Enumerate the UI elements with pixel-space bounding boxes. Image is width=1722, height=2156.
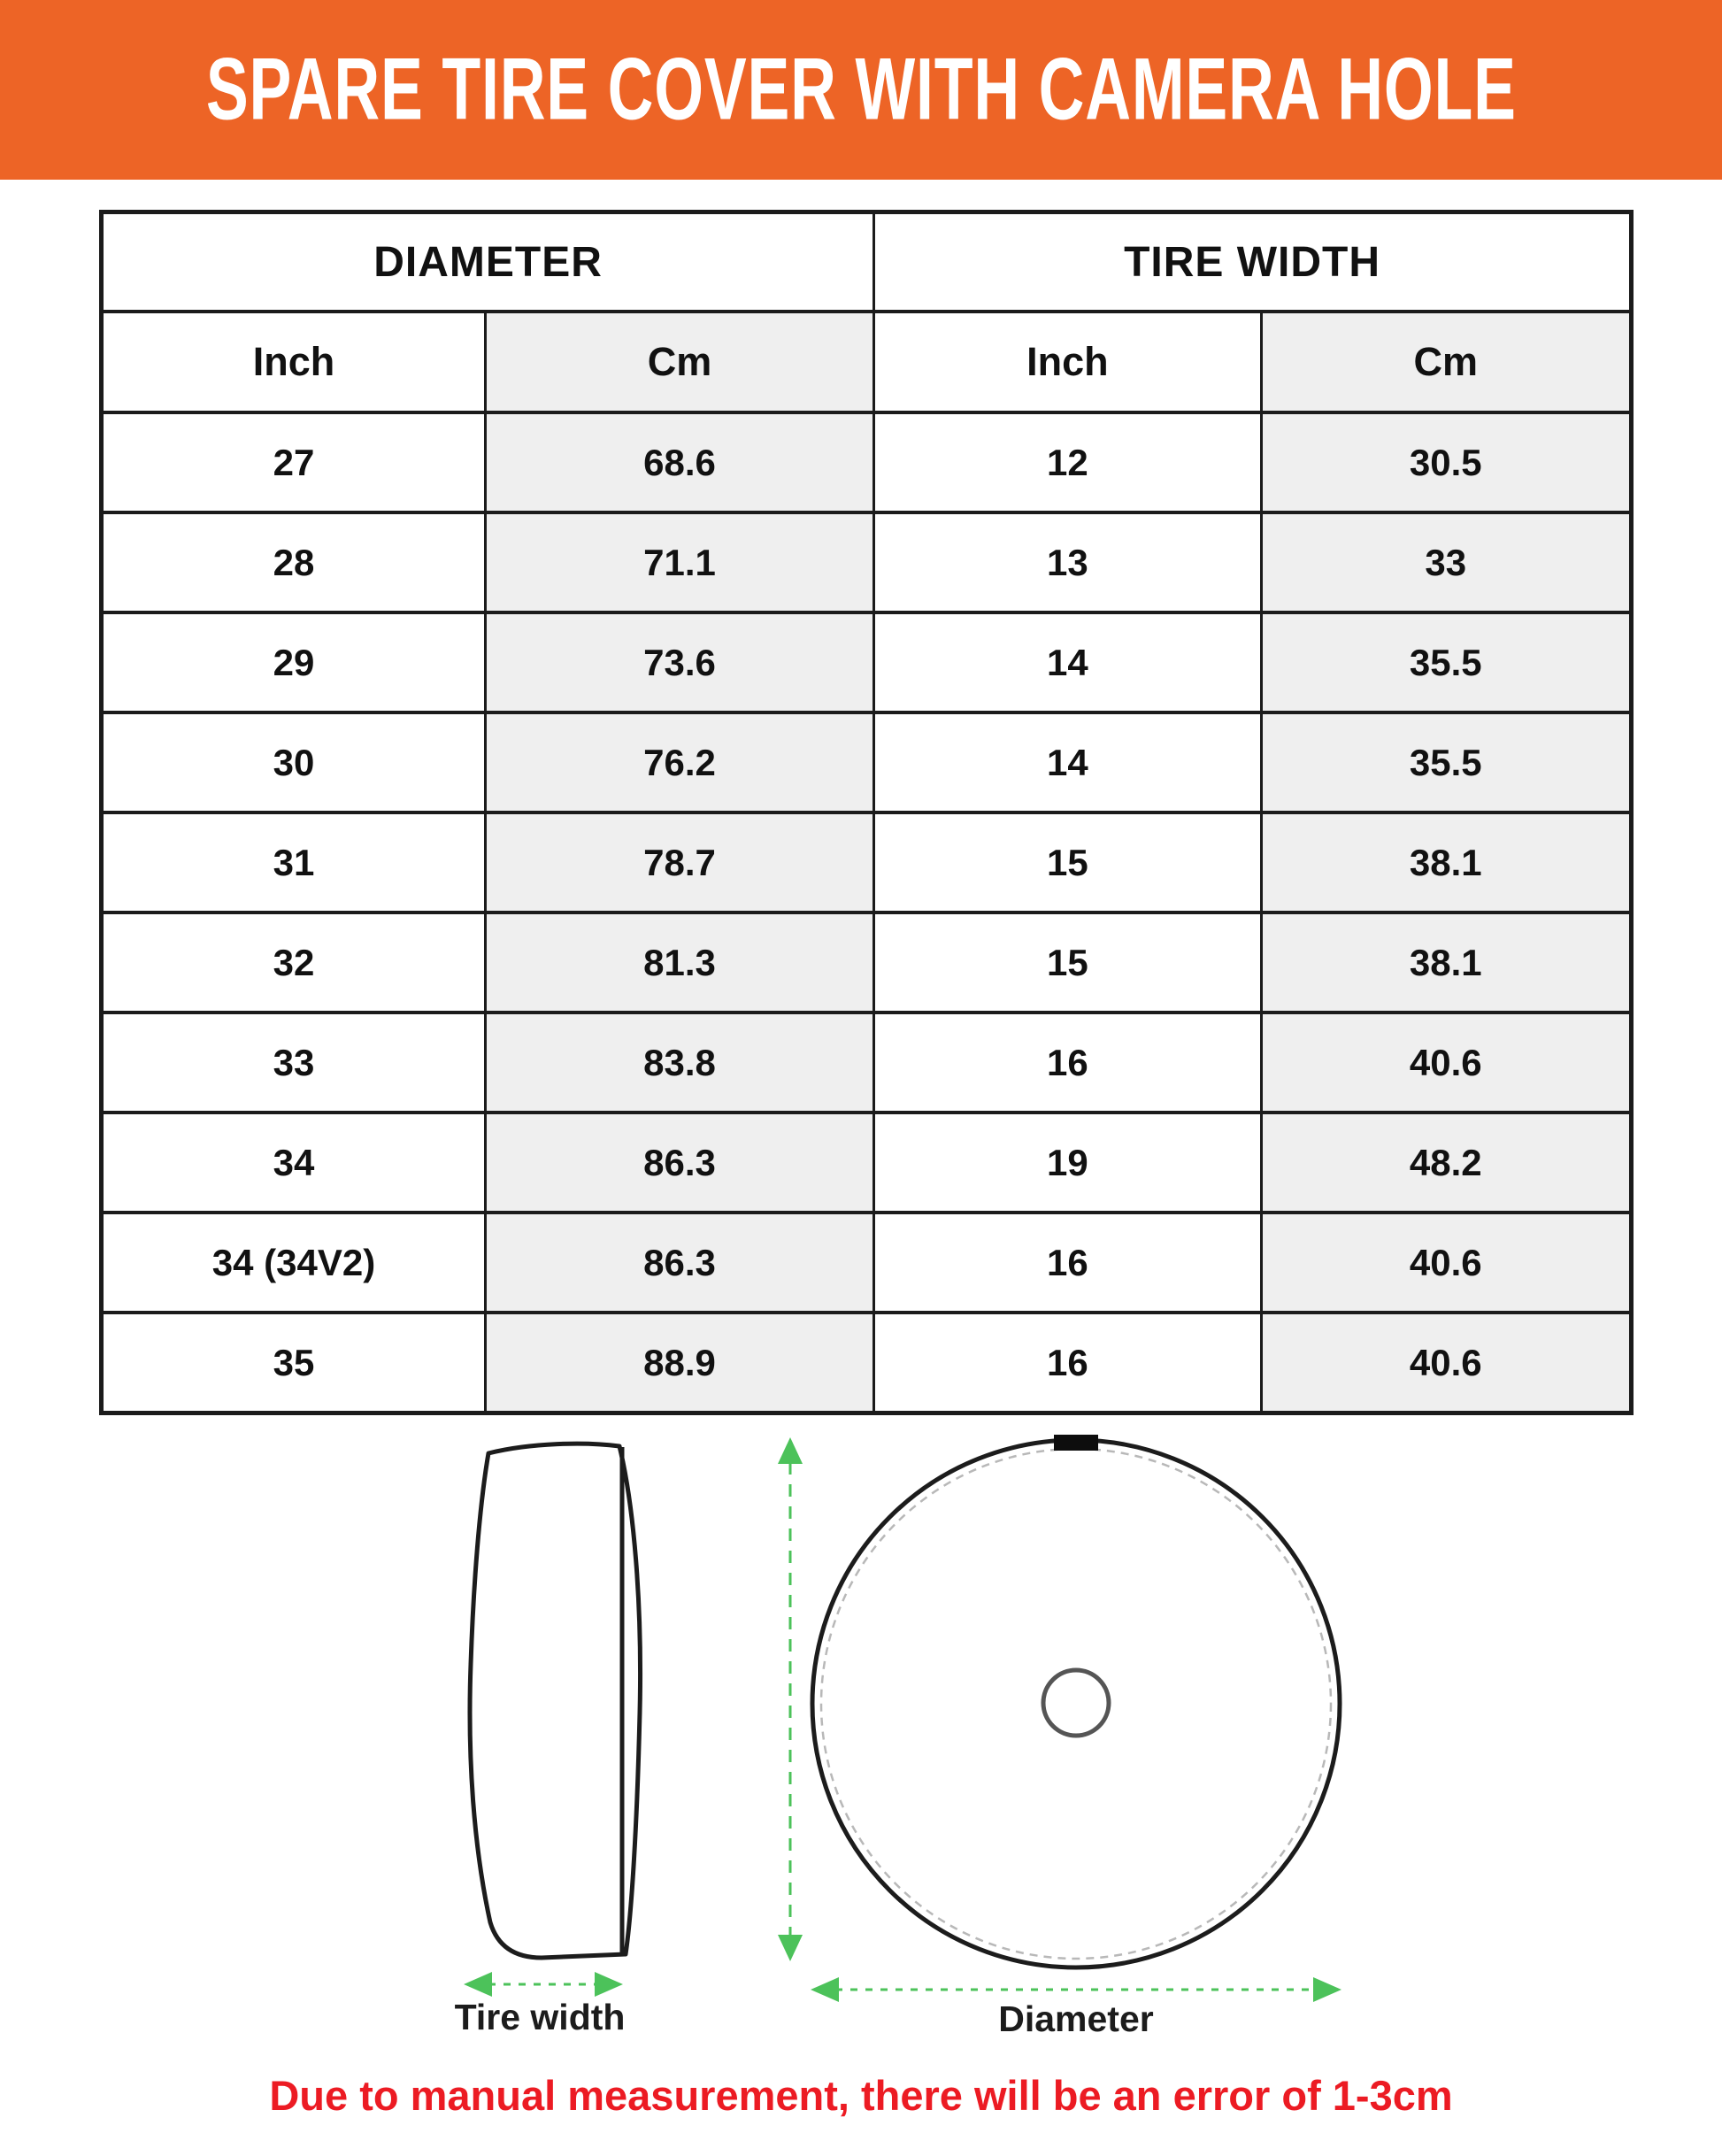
table-cell: 28 (102, 512, 486, 612)
table-cell: 78.7 (485, 812, 873, 912)
table-cell: 71.1 (485, 512, 873, 612)
table-cell: 86.3 (485, 1113, 873, 1213)
table-subheader-diameter-cm: Cm (485, 312, 873, 412)
measurement-error-note: Due to manual measurement, there will be an error of 1-3cm (269, 2072, 1453, 2119)
page-title: SPARE TIRE COVER WITH CAMERA HOLE (205, 40, 1517, 139)
table-cell: 29 (102, 612, 486, 712)
table-row (102, 512, 1632, 612)
table-cell: 16 (874, 1313, 1261, 1413)
table-cell: 48.2 (1261, 1113, 1631, 1213)
table-cell: 16 (874, 1013, 1261, 1113)
table-row (102, 912, 1632, 1013)
table-cell: 15 (874, 912, 1261, 1013)
table-subheader-row (102, 312, 1632, 412)
table-cell: 14 (874, 712, 1261, 812)
table-subheader-width-cm: Cm (1261, 312, 1631, 412)
table-cell: 16 (874, 1213, 1261, 1313)
table-cell: 40.6 (1261, 1013, 1631, 1113)
valve-notch (1054, 1435, 1098, 1451)
table-cell: 38.1 (1261, 812, 1631, 912)
table-cell: 33 (1261, 512, 1631, 612)
tire-side-view (470, 1444, 641, 1958)
table-row (102, 812, 1632, 912)
table-cell: 83.8 (485, 1013, 873, 1113)
table-cell: 81.3 (485, 912, 873, 1013)
table-cell: 68.6 (485, 412, 873, 512)
table-cell: 13 (874, 512, 1261, 612)
vertical-dimension-arrow (778, 1437, 803, 1961)
table-row (102, 712, 1632, 812)
table-cell: 30 (102, 712, 486, 812)
table-header-tire-width: TIRE WIDTH (874, 212, 1632, 312)
table-cell: 35.5 (1261, 712, 1631, 812)
table-group-header-row (102, 212, 1632, 312)
table-cell: 30.5 (1261, 412, 1631, 512)
table-subheader-diameter-inch: Inch (102, 312, 486, 412)
table-row (102, 612, 1632, 712)
table-cell: 35.5 (1261, 612, 1631, 712)
table-cell: 40.6 (1261, 1313, 1631, 1413)
table-row (102, 412, 1632, 512)
table-header-diameter: DIAMETER (102, 212, 874, 312)
table-cell: 14 (874, 612, 1261, 712)
table-cell: 15 (874, 812, 1261, 912)
diameter-label: Diameter (998, 1998, 1154, 2039)
table-cell: 88.9 (485, 1313, 873, 1413)
table-row (102, 1013, 1632, 1113)
table-cell: 73.6 (485, 612, 873, 712)
tire-width-label: Tire width (454, 1997, 626, 2037)
table-cell: 32 (102, 912, 486, 1013)
table-cell: 12 (874, 412, 1261, 512)
tire-front-view (812, 1435, 1340, 1967)
table-cell: 27 (102, 412, 486, 512)
table-cell: 35 (102, 1313, 486, 1413)
table-cell: 76.2 (485, 712, 873, 812)
table-cell: 19 (874, 1113, 1261, 1213)
size-table (99, 210, 1634, 1415)
camera-hole (1043, 1670, 1109, 1736)
header-banner (0, 0, 1722, 180)
table-cell: 31 (102, 812, 486, 912)
table-cell: 34 (34V2) (102, 1213, 486, 1313)
table-row (102, 1113, 1632, 1213)
table-cell: 33 (102, 1013, 486, 1113)
table-cell: 86.3 (485, 1213, 873, 1313)
table-subheader-width-inch: Inch (874, 312, 1261, 412)
table-row (102, 1213, 1632, 1313)
table-cell: 40.6 (1261, 1213, 1631, 1313)
table-cell: 34 (102, 1113, 486, 1213)
tire-width-arrow (464, 1972, 623, 1997)
measurement-diagram (0, 1381, 1722, 2053)
seam-dashed-circle (821, 1449, 1331, 1959)
table-cell: 38.1 (1261, 912, 1631, 1013)
